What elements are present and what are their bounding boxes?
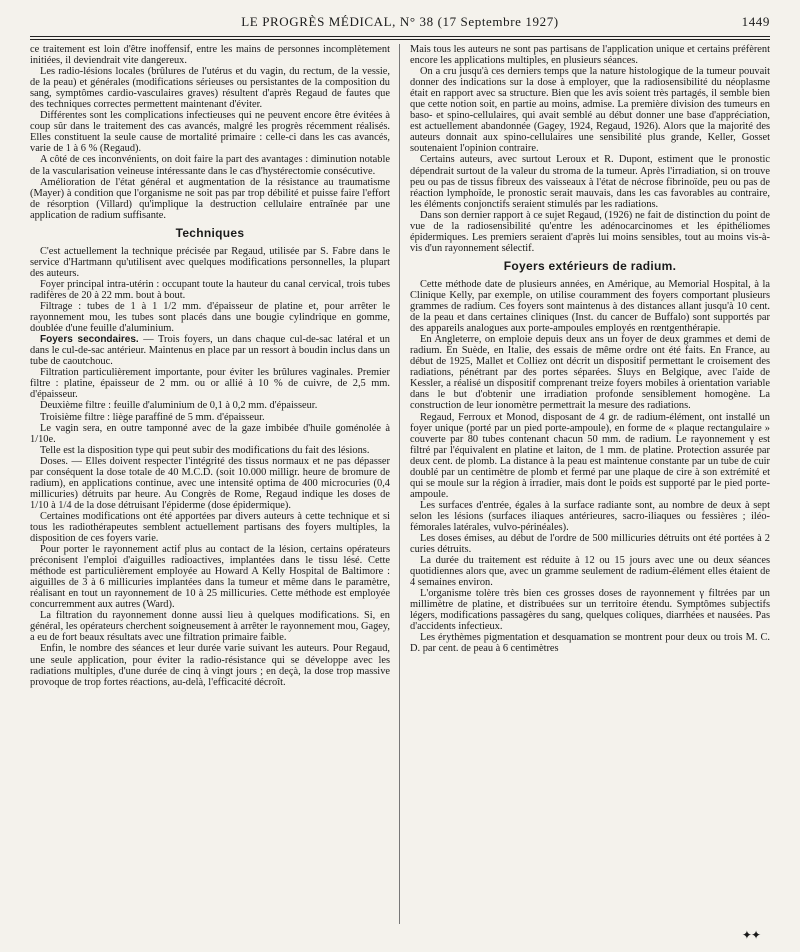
paragraph: Les radio-lésions locales (brûlures de l'utérus et du vagin, du rectum, de la vessie, de la peau) et générales (modifications sérieuses ou persistantes de la composition du sang, symptômes cardio-vasculaires graves) résultent d'après Regaud de fautes que des techniques correctes permettent maintenant d'éviter. bbox=[30, 66, 390, 111]
paragraph: Différentes sont les complications infectieuses qui ne peuvent encore être évitées à coup sûr dans le traitement des cas avancés, malgré les progrès récemment réalisés. Elles constituent la seule cause de mortalité primaire : celle-ci dans les cas avancés, varie de 1 à 6 % (Regaud). bbox=[30, 110, 390, 155]
paragraph: Amélioration de l'état général et augmentation de la résistance au traumatisme (Mayer) à condition que l'organisme ne soit pas par trop débilité et puisse faire l'effort de résorption (Villard) qu'implique la destruction cellulaire entraînée par une application de radium suffisante. bbox=[30, 176, 390, 221]
paragraph: Enfin, le nombre des séances et leur durée varie suivant les auteurs. Pour Regaud, une seule application, pour éviter la radio-résistance qui se développe avec les radiations multiples, d'une durée de cinq à vingt jours ; en deçà, la dose trop massive provoque de trop fortes réactions, au-delà, l'efficacité décroît. bbox=[30, 643, 390, 688]
paragraph: Regaud, Ferroux et Monod, disposant de 4 gr. de radium-élément, ont installé un foyer unique (porté par un pied porte-ampoule), en forme de « plaque rectangulaire » couverte par 80 tubes contenant chacun 50 mm. de radium. Le rayonnement γ est filtré par l'équivalent en platine et laiton, de 1 mm. de platine. Protection assurée par deux cent. de plomb. La distance à la peau est maintenue constante par un tube de cuir doublé par un centimètre de plomb et fermé par une plaque de cire à son extrémité et qui se moule sur la région à irradier, mais dont le poids est supporté par le pied porte-ampoule. bbox=[410, 411, 770, 500]
paragraph: Foyer principal intra-utérin : occupant toute la hauteur du canal cervical, trois tubes radifères de 20 à 22 mm. bout à bout. bbox=[30, 278, 390, 301]
header-rule bbox=[30, 36, 770, 37]
header-rule-thin bbox=[30, 39, 770, 40]
paragraph: Pour porter le rayonnement actif plus au contact de la lésion, certains opérateurs préconisent l'emploi d'aiguilles radioactives, implantées dans le tissu lésé. Cette méthode est particulièrement employée au Howard A Kelly Hospital de Baltimore : aiguilles de 3 à 6 millicuries implantées dans la tumeur et même dans le paramètre, réalisant en tout un rayonnement de 10 à 25 millicuries. Cette méthode est employée concurremment aux autres (Ward). bbox=[30, 544, 390, 611]
paragraph: Doses. — Elles doivent respecter l'intégrité des tissus normaux et ne pas dépasser par conséquent la dose totale de 40 M.C.D. (soit 10.000 milligr. heure de bromure de radium), en applications continue, avec une intensité optima de 400 microcuries (0,4 millicuries) détruits par heure. Au Congrès de Rome, Regaud indique les doses de 1/10 à 1/4 de la dose détruisant l'épiderme (dose épidermique). bbox=[30, 455, 390, 511]
paragraph: Les érythèmes pigmentation et desquamation se montrent pour deux ou trois M. C. D. par cent. de peau à 6 centimètres bbox=[410, 632, 770, 655]
paragraph: Certaines modifications ont été apportées par divers auteurs à cette technique et si tous les radiothérapeutes semblent actuellement partisans des foyers multiples, la disposition de ces foyers varie. bbox=[30, 510, 390, 545]
paragraph-text: — Trois foyers, un dans chaque cul-de-sac latéral et un dans le cul-de-sac antérieur. Maintenus en place par un ressort à boudin inclus dans un tube de caoutchouc. bbox=[30, 334, 390, 368]
paragraph: En Angleterre, on emploie depuis deux ans un foyer de deux grammes et demi de radium. En Suède, en Italie, des essais de même ordre ont été faits. En France, au début de 1925, Mallet et Colliez ont décrit un dispositif permettant le croisement des radiations, pénétrant par des portes séparées. Sluys en Belgique, avec l'aide de Kessler, a réalisé un dispositif comprenant treize foyers mobiles à orientation variable dans le but d'obtenir une irradiation profonde sensiblement homogène. La construction de leur ionomètre permettrait la mesure des radiations. bbox=[410, 334, 770, 412]
run-in-heading: Foyers secondaires. bbox=[40, 334, 139, 346]
paragraph: ce traitement est loin d'être inoffensif, entre les mains de personnes incomplètement initiées, il deviendrait vite dangereux. bbox=[30, 44, 390, 67]
paragraph: Mais tous les auteurs ne sont pas partisans de l'application unique et certains préfèrent encore les applications multiples, en plusieurs séances. bbox=[410, 44, 770, 67]
paragraph: On a cru jusqu'à ces derniers temps que la nature histologique de la tumeur pouvait donner des indications sur la dose à employer, que la radiosensibilité du néoplasme était en rapport avec sa structure. Bien que les avis soient très partagés, il semble bien que cette notion soit, en partie au moins, admise. La première division des tumeurs en baso- et spino-cellulaires, qui avait semblé au début donner une base d'appréciation, est actuellement abandonnée (Gagey, 1924, Regaud, 1926). Alors que la majorité des auteurs donnait aux spino-cellulaires une sensibilité plus grande, Keller, Gosset soutenaient l'opinion contraire. bbox=[410, 66, 770, 155]
paragraph: Les doses émises, au début de l'ordre de 500 millicuries détruits ont été portées à 2 curies détruits. bbox=[410, 533, 770, 556]
column-divider bbox=[399, 44, 400, 924]
paragraph: L'organisme tolère très bien ces grosses doses de rayonnement γ filtrées par un millimètre de platine, et distribuées sur un territoire étendu. Symptômes subjectifs légers, modifications passagères du sang, quelques coliques, diarrhées et nausées. Pas d'accidents infectieux. bbox=[410, 588, 770, 633]
paragraph-foyers-secondaires bbox=[30, 334, 390, 367]
paragraph: Certains auteurs, avec surtout Leroux et R. Dupont, estiment que le pronostic dépendrait surtout de la valeur du stroma de la tumeur. Après l'irradiation, si on trouve peu ou pas de tissus fibreux des vaisseaux à l'état de nécrose fibrinoïde, peu ou pas de réaction lymphoïde, le pronostic serait mauvais, dans les cas favorables au contraire, les éléments conjonctifs seraient stimulés par les radiations. bbox=[410, 154, 770, 210]
paragraph: Le vagin sera, en outre tamponné avec de la gaze imbibée d'huile goménolée à 1/10e. bbox=[30, 422, 390, 445]
paragraph: Telle est la disposition type qui peut subir des modifications du fait des lésions. bbox=[40, 444, 370, 456]
paragraph: Troisième filtre : liège paraffiné de 5 mm. d'épaisseur. bbox=[40, 411, 265, 423]
left-column bbox=[30, 44, 390, 688]
section-heading-techniques: Techniques bbox=[175, 225, 245, 240]
paragraph: Cette méthode date de plusieurs années, en Amérique, au Memorial Hospital, à la Clinique Kelly, par exemple, on utilise couramment des foyers comportant plusieurs grammes de radium. Ces foyers sont maintenus à des distances allant jusqu'à 10 cent. de la peau et dans certaines cliniques (Inst. du cancer de Buffalo) sont supportés par des appareils analogues aux porte-ampoules employés en rœntgenthérapie. bbox=[410, 278, 770, 335]
paragraph: Filtrage : tubes de 1 à 1 1/2 mm. d'épaisseur de platine et, pour arrêter le rayonnement mou, les tubes sont placés dans une bougie cylindrique en gomme, doublée d'une feuille d'aluminium. bbox=[30, 301, 390, 335]
paragraph: Deuxième filtre : feuille d'aluminium de 0,1 à 0,2 mm. d'épaisseur. bbox=[40, 400, 318, 412]
end-ornament-icon: ✦✦ bbox=[741, 928, 760, 942]
paragraph: Filtration particulièrement importante, pour éviter les brûlures vaginales. Premier filtre : platine, épaisseur de 2 mm. ou or allié à 10 % de cuivre, de 2,5 mm. d'épaisseur. bbox=[30, 367, 390, 401]
page-number: 1449 bbox=[741, 14, 770, 29]
paragraph: C'est actuellement la technique précisée par Regaud, utilisée par S. Fabre dans le service d'Hartmann qu'utilisent avec quelques modifications personnelles, la plupart des auteurs. bbox=[30, 245, 390, 279]
journal-title: LE PROGRÈS MÉDICAL, N° 38 (17 Septembre 1927) bbox=[241, 14, 559, 29]
running-header bbox=[30, 10, 770, 32]
paragraph: La durée du traitement est réduite à 12 ou 15 jours avec une ou deux séances quotidiennes alors que, avec un gramme seulement de radium-élément elles étaient de 4 semaines environ. bbox=[410, 555, 770, 589]
paragraph: La filtration du rayonnement donne aussi lieu à quelques modifications. Si, en général, les opérateurs cherchent soigneusement à arrêter le rayonnement mou, Gagey, a eu de fort beaux résultats avec une filtration primaire faible. bbox=[30, 610, 390, 644]
paragraph: A côté de ces inconvénients, on doit faire la part des avantages : diminution notable de la vascularisation veineuse intéressante dans le cas d'hystérectomie consécutive. bbox=[30, 154, 390, 177]
paragraph: Dans son dernier rapport à ce sujet Regaud, (1926) ne fait de distinction du point de vue de la radiosensibilité qu'entre les adénocarcinomes et les épithéliomes épidermiques. Les premiers seraient d'après lui moins sensibles, tout au moins vis-à-vis d'un rayonnement sélectif. bbox=[410, 209, 770, 254]
right-column bbox=[410, 44, 770, 655]
paragraph: Les surfaces d'entrée, égales à la surface radiante sont, au nombre de deux à sept selon les lésions (surfaces iliaques antérieures, sacro-iliaques ou fessières ; iléo-fémorales latérales, vulvo-périnéales). bbox=[410, 499, 770, 533]
section-heading-foyers-exterieurs: Foyers extérieurs de radium. bbox=[503, 258, 677, 273]
